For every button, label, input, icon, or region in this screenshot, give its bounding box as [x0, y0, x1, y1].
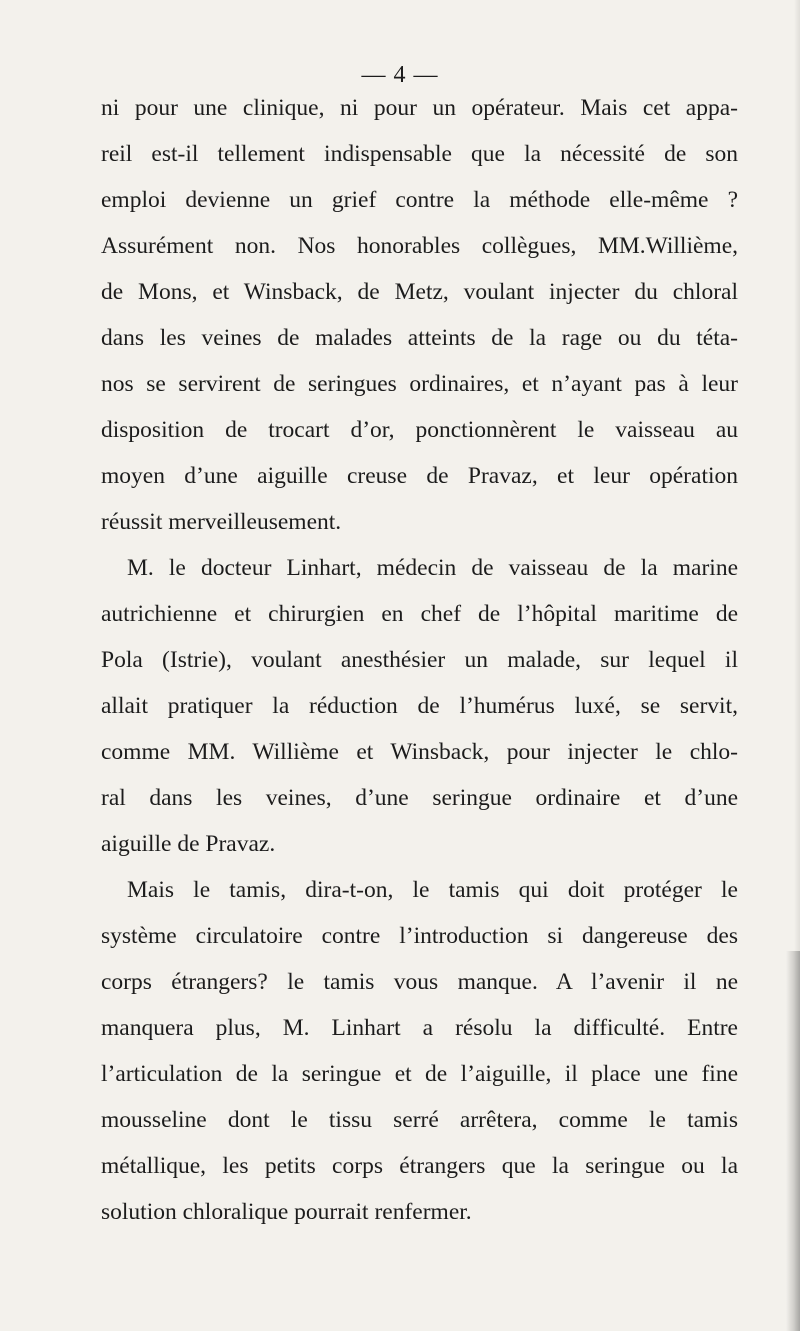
text-line: Mais le tamis, dira-t-on, le tamis qui doit protéger le: [127, 877, 738, 903]
text-line: reil est-il tellement indispensable que la nécessité de son: [101, 141, 738, 167]
body-text: [101, 85, 738, 1235]
text-line: M. le docteur Linhart, médecin de vaisseau de la marine: [127, 555, 738, 581]
text-line: dans les veines de malades atteints de la rage ou du téta-: [101, 325, 738, 351]
text-line: manquera plus, M. Linhart a résolu la difficulté. Entre: [101, 1015, 738, 1041]
text-line: ni pour une clinique, ni pour un opérateur. Mais cet appa-: [101, 95, 738, 121]
text-line: moyen d’une aiguille creuse de Pravaz, et leur opération: [101, 463, 738, 489]
text-line: réussit merveilleusement.: [101, 509, 342, 535]
text-line: mousseline dont le tissu serré arrêtera, comme le tamis: [101, 1107, 738, 1133]
text-line: de Mons, et Winsback, de Metz, voulant injecter du chloral: [101, 279, 738, 305]
text-line: métallique, les petits corps étrangers que la seringue ou la: [101, 1153, 738, 1179]
paragraph-3: [101, 867, 738, 1235]
page-number: — 4 —: [361, 62, 439, 88]
text-line: autrichienne et chirurgien en chef de l’hôpital maritime de: [101, 601, 738, 627]
text-line: emploi devienne un grief contre la méthode elle-même ?: [101, 187, 738, 213]
text-line: système circulatoire contre l’introduction si dangereuse des: [101, 923, 738, 949]
text-line: allait pratiquer la réduction de l’humérus luxé, se servit,: [101, 693, 738, 719]
paragraph-1: [101, 85, 738, 545]
text-line: corps étrangers? le tamis vous manque. A l’avenir il ne: [101, 969, 738, 995]
text-line: Pola (Istrie), voulant anesthésier un malade, sur lequel il: [101, 647, 738, 673]
paragraph-2: [101, 545, 738, 867]
text-line: aiguille de Pravaz.: [101, 831, 276, 857]
text-line: Assurément non. Nos honorables collègues, MM.Willième,: [101, 233, 738, 259]
text-line: ral dans les veines, d’une seringue ordinaire et d’une: [101, 785, 738, 811]
page-corner-shadow: [786, 951, 800, 1331]
text-line: disposition de trocart d’or, ponctionnèrent le vaisseau au: [101, 417, 738, 443]
text-line: solution chloralique pourrait renfermer.: [101, 1199, 472, 1225]
text-line: l’articulation de la seringue et de l’aiguille, il place une fine: [101, 1061, 738, 1087]
text-line: nos se servirent de seringues ordinaires, et n’ayant pas à leur: [101, 371, 738, 397]
text-line: comme MM. Willième et Winsback, pour injecter le chlo-: [101, 739, 738, 765]
